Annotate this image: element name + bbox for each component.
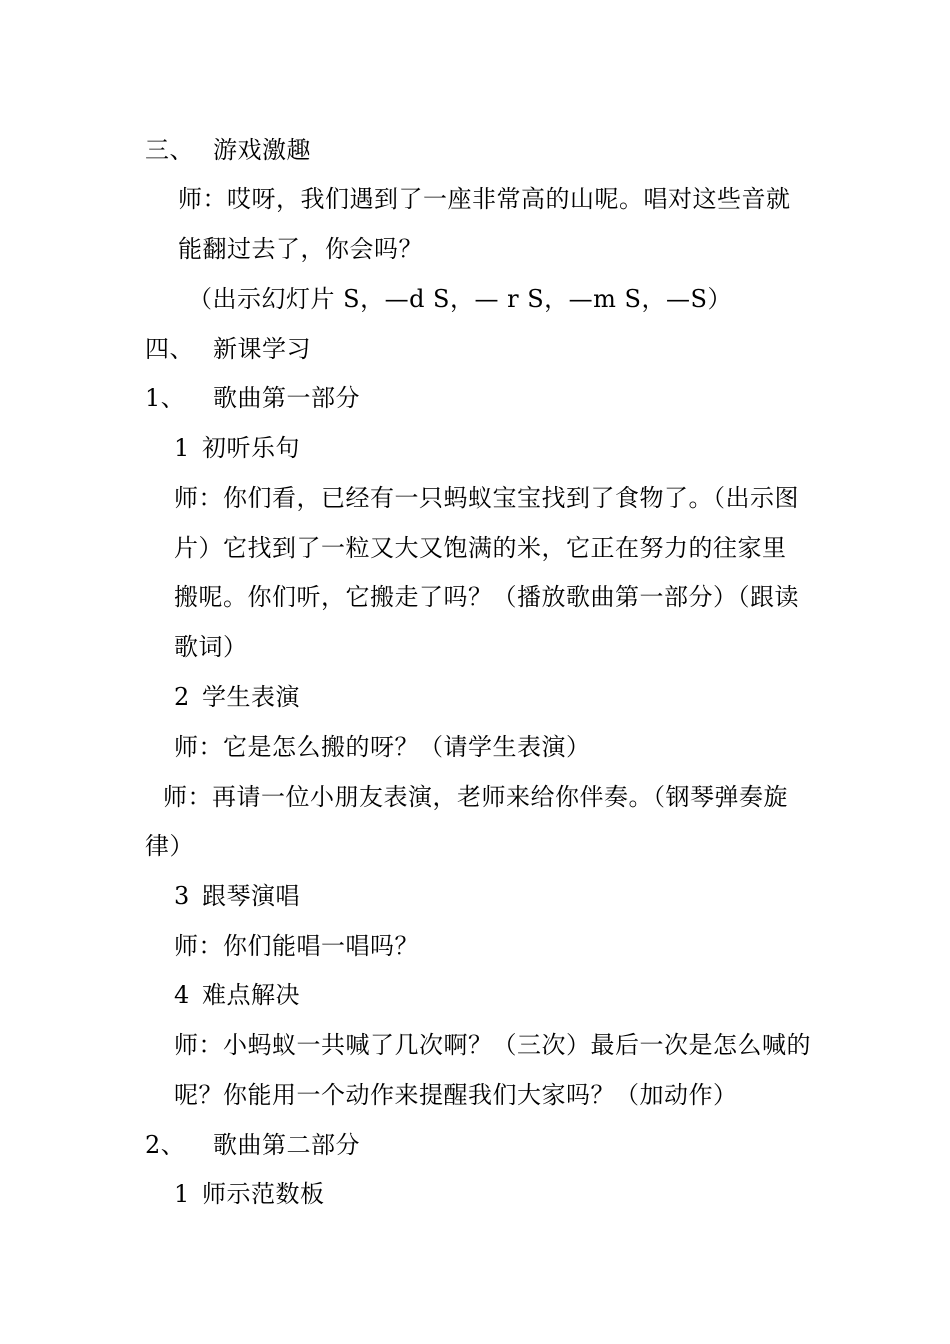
subsection-heading-1: [145, 383, 360, 413]
item-title: 跟琴演唱: [202, 882, 300, 910]
section-heading-4: [145, 334, 311, 364]
section-title: 游戏激趣: [213, 136, 311, 164]
paragraph-line: 呢？你能用一个动作来提醒我们大家吗？（加动作）: [174, 1081, 738, 1109]
item-heading: [174, 433, 300, 463]
item-number: 1: [174, 434, 190, 462]
section-title: 新课学习: [213, 335, 311, 363]
subsection-title: 歌曲第一部分: [213, 384, 360, 412]
item-number: 1: [174, 1180, 190, 1208]
paragraph-line: （出示幻灯片 S，—d S，— r S，—m S，—S）: [188, 285, 732, 313]
paragraph-line: 律）: [145, 832, 194, 860]
paragraph-line: 能翻过去了，你会吗？: [178, 235, 423, 263]
paragraph-line: 师：你们能唱一唱吗？: [174, 932, 419, 960]
item-number: 3: [174, 882, 190, 910]
item-heading: [174, 881, 300, 911]
section-number: 三、: [145, 136, 194, 164]
paragraph-line: 片）它找到了一粒又大又饱满的米，它正在努力的往家里: [174, 534, 787, 562]
paragraph-line: 师：哎呀，我们遇到了一座非常高的山呢。唱对这些音就: [178, 185, 791, 213]
item-title: 初听乐句: [202, 434, 300, 462]
item-number: 2: [174, 683, 190, 711]
item-heading: [174, 1179, 325, 1209]
item-title: 难点解决: [202, 981, 300, 1009]
item-number: 4: [174, 981, 190, 1009]
item-title: 师示范数板: [202, 1180, 325, 1208]
paragraph-line: 歌词）: [174, 633, 248, 661]
paragraph-line: 搬呢。你们听，它搬走了吗？（播放歌曲第一部分）（跟读: [174, 583, 799, 611]
paragraph-line: 师：你们看，已经有一只蚂蚁宝宝找到了食物了。（出示图: [174, 484, 799, 512]
paragraph-line: 师：它是怎么搬的呀？（请学生表演）: [174, 733, 591, 761]
paragraph-line: 师：小蚂蚁一共喊了几次啊？（三次）最后一次是怎么喊的: [174, 1031, 811, 1059]
item-heading: [174, 682, 300, 712]
subsection-number: 1、: [145, 384, 186, 412]
section-heading-3: [145, 135, 311, 165]
item-heading: [174, 980, 300, 1010]
subsection-heading-2: [145, 1130, 360, 1160]
paragraph-line: 师：再请一位小朋友表演，老师来给你伴奏。（钢琴弹奏旋: [163, 783, 788, 811]
subsection-title: 歌曲第二部分: [213, 1131, 360, 1159]
subsection-number: 2、: [145, 1131, 186, 1159]
item-title: 学生表演: [202, 683, 300, 711]
section-number: 四、: [145, 335, 194, 363]
